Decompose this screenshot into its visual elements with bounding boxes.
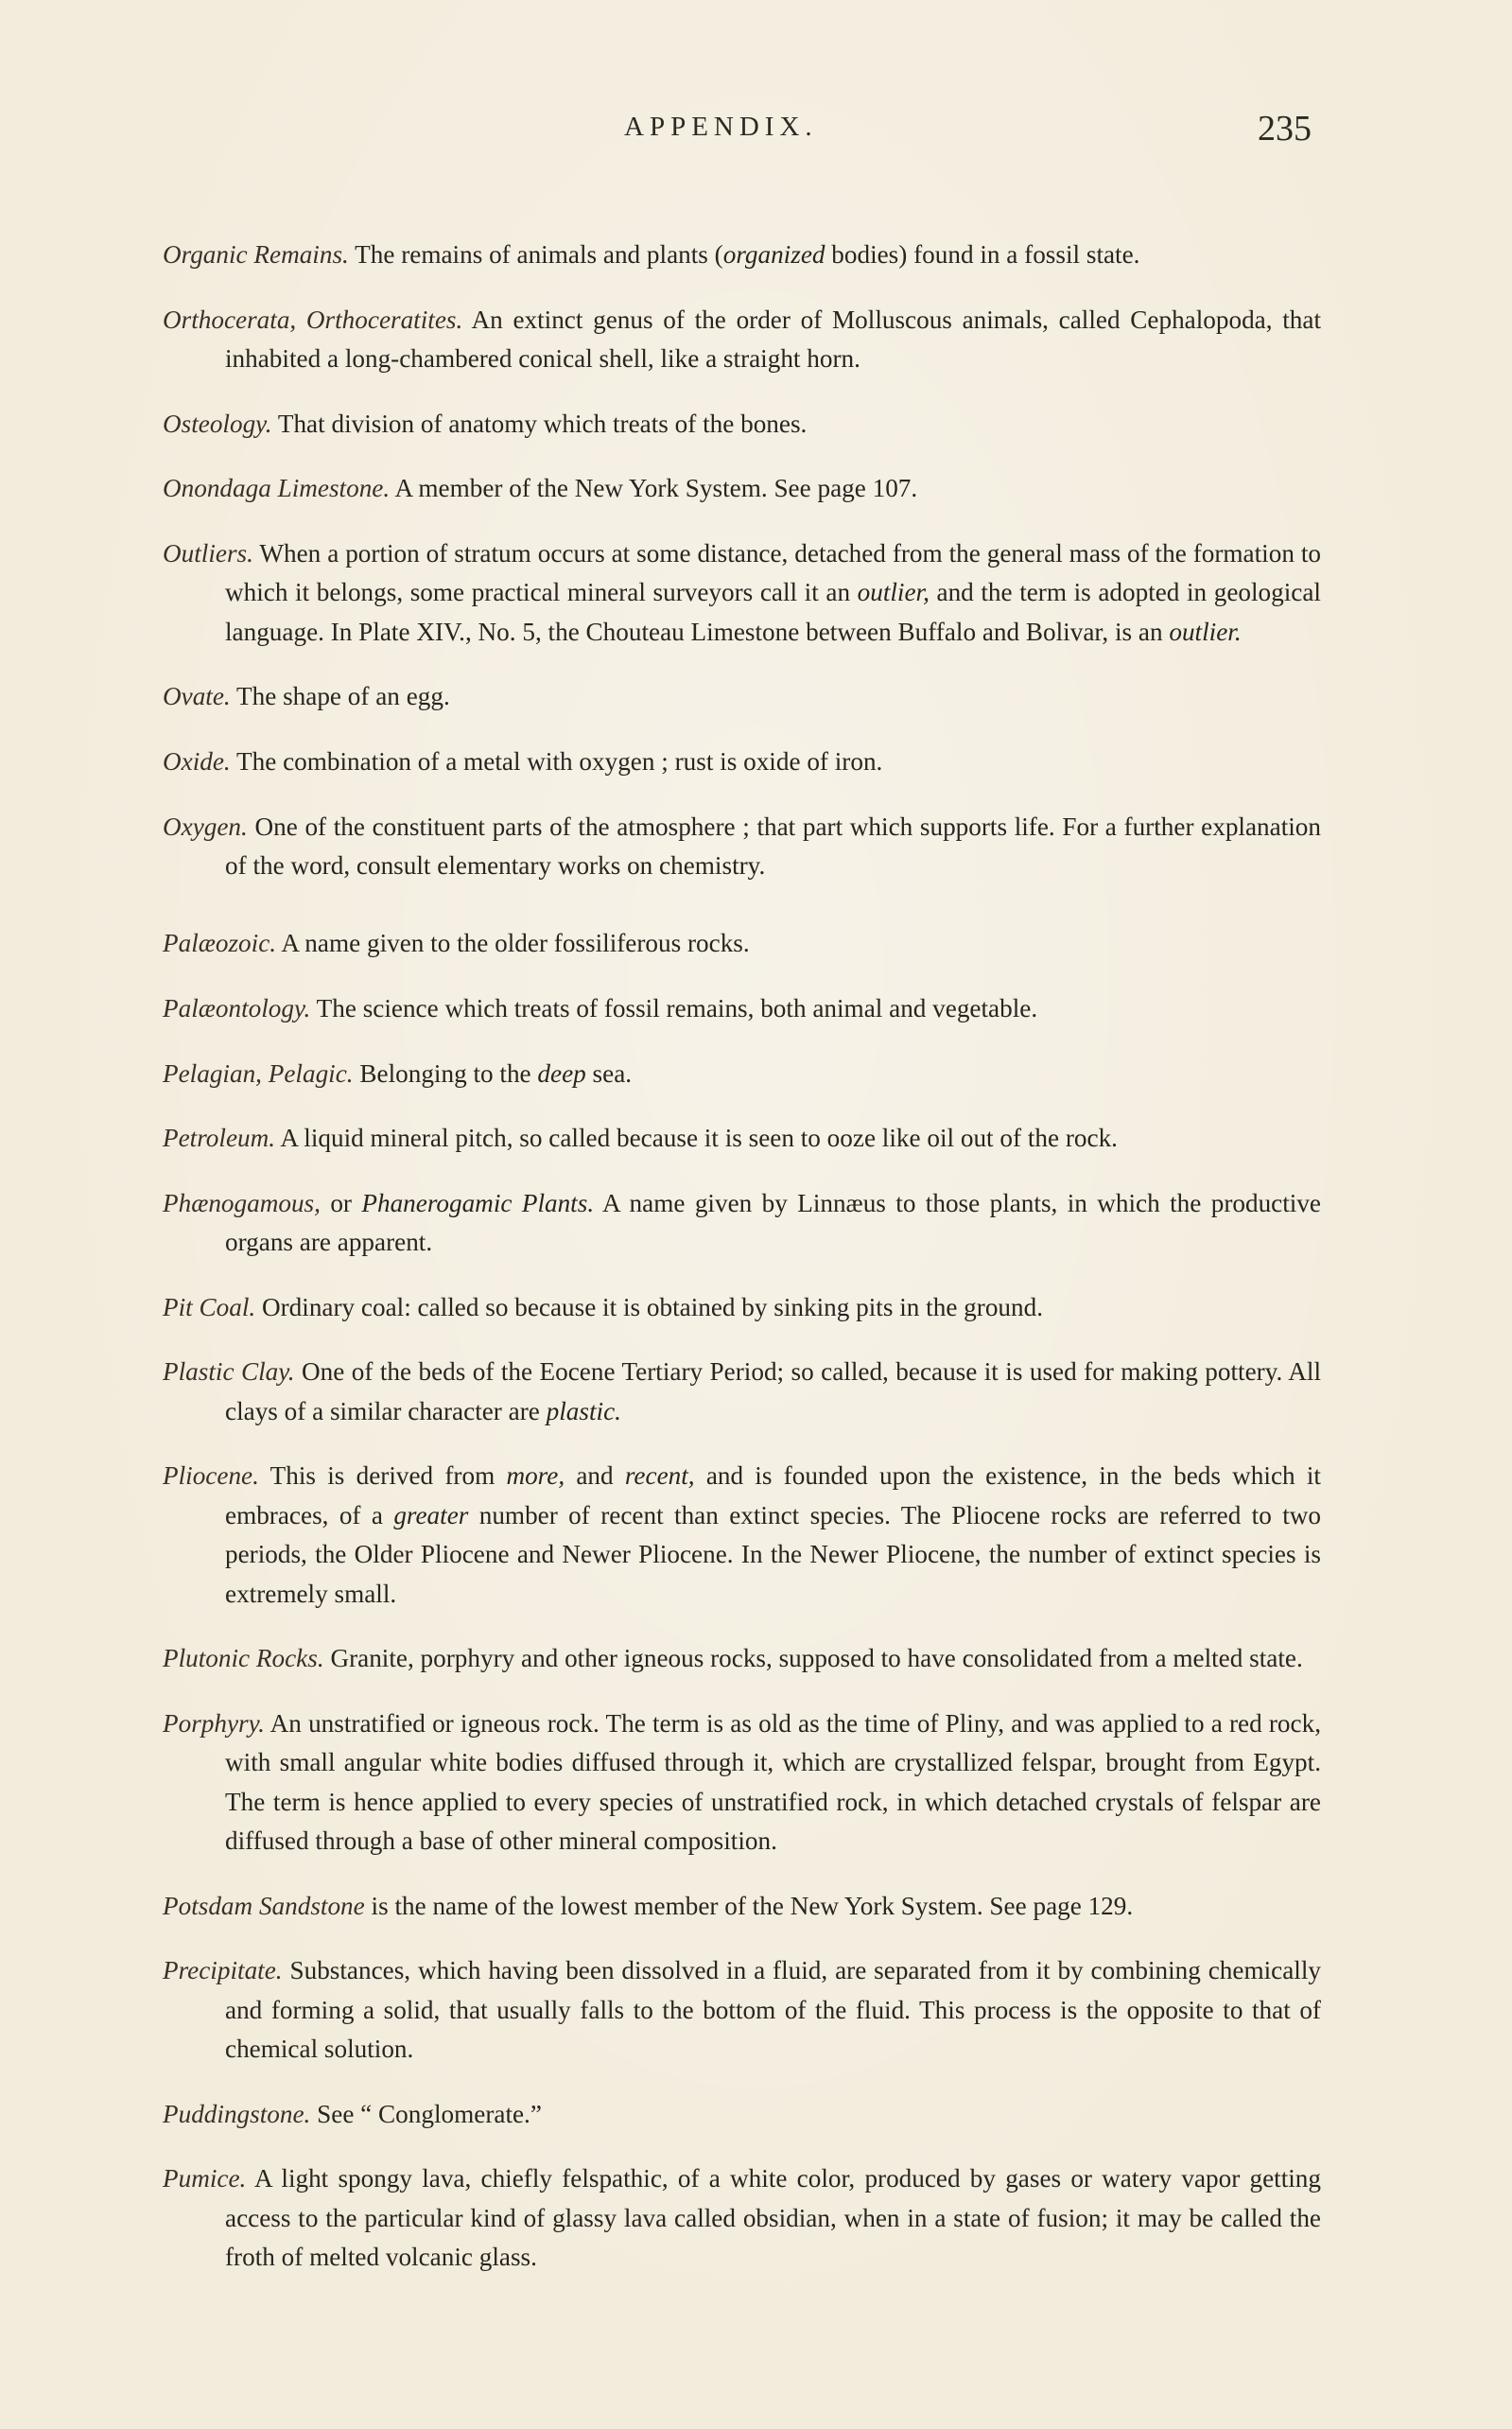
glossary-entry-oxide (163, 743, 1321, 781)
glossary-entry-pliocene (163, 1457, 1321, 1614)
definition-text: An unstratified or igneous rock. The term is as old as the time of Pliny, and was applied to a red rock, with small angular white bodies diffused through it, which are crystallized felspar, brought from Egypt. The term is hence applied to every species of unstratified rock, in which detached crystals of felspar are diffused through a base of other mineral composition. (225, 1708, 1321, 1855)
running-head: APPENDIX. (624, 112, 818, 142)
definition-text: A liquid mineral pitch, so called because it is seen to ooze like oil out of the rock. (275, 1124, 1118, 1153)
glossary-term: Pit Coal. (163, 1292, 256, 1321)
glossary-term: Potsdam Sandstone (163, 1891, 365, 1920)
page-number: 235 (1258, 109, 1312, 149)
definition-text: A light spongy lava, chiefly felspathic, of a white color, produced by gases or watery vapor getting access to the particular kind of glassy lava called obsidian, when in a state of fusion; it may be called the froth of melted volcanic glass. (225, 2164, 1321, 2271)
definition-text: Granite, porphyry and other igneous rocks, supposed to have consolidated from a melted state. (323, 1644, 1303, 1673)
glossary-entry-pumice (163, 2159, 1321, 2277)
glossary-entry-petroleum (163, 1119, 1321, 1158)
glossary-term: Oxygen. (163, 812, 248, 841)
definition-emphasis: more, (506, 1461, 565, 1491)
glossary-entry-puddingstone (163, 2095, 1321, 2134)
glossary-term: Plastic Clay. (163, 1357, 295, 1387)
glossary-term: Pumice. (163, 2164, 247, 2193)
glossary-term: Onondaga Limestone. (163, 474, 391, 503)
glossary-entry-phaenogamous (163, 1184, 1321, 1263)
definition-text: A name given to the older fossiliferous rocks. (276, 929, 750, 958)
glossary-term: Osteology. (163, 409, 272, 438)
definition-text: That division of anatomy which treats of the bones. (271, 409, 808, 438)
glossary-term: Pliocene. (163, 1461, 259, 1491)
definition-text: Belonging to the (353, 1058, 538, 1088)
glossary-term: Ovate. (163, 682, 231, 711)
definition-emphasis: recent, (624, 1461, 695, 1491)
glossary-entry-plutonic-rocks (163, 1639, 1321, 1678)
definition-text: This is derived from (258, 1461, 507, 1491)
glossary-term: Petroleum. (163, 1124, 276, 1153)
glossary-entry-palaeontology (163, 989, 1321, 1028)
glossary-entry-potsdam-sandstone (163, 1887, 1321, 1926)
glossary-entry-organic-remains (163, 236, 1321, 274)
definition-text: is the name of the lowest member of the New York System. See page 129. (364, 1891, 1134, 1920)
glossary-term: Pelagian, Pelagic. (163, 1058, 354, 1088)
glossary-term: Outliers. (163, 538, 253, 568)
glossary-entry-onondaga-limestone (163, 469, 1321, 508)
definition-emphasis: deep (537, 1058, 586, 1088)
definition-text: Ordinary coal: called so because it is obtained by sinking pits in the ground. (255, 1292, 1044, 1321)
definition-text: One of the constituent parts of the atmosphere ; that part which supports life. For a further explanation of the word, consult elementary works on chemistry. (225, 812, 1321, 880)
definition-text: The combination of a metal with oxygen ; rust is oxide of iron. (230, 746, 883, 776)
glossary-term: Precipitate. (163, 1956, 283, 1985)
glossary-group-o (163, 236, 1321, 885)
glossary-entry-oxygen (163, 808, 1321, 886)
definition-text: See “ Conglomerate.” (310, 2099, 542, 2128)
definition-text: or (320, 1188, 362, 1217)
definition-emphasis: outlier, (857, 578, 930, 607)
definition-text: One of the beds of the Eocene Tertiary Period; so called, because it is used for making pottery. All clays of a similar character are (225, 1357, 1321, 1425)
glossary-entry-pit-coal (163, 1288, 1321, 1327)
definition-text: An extinct genus of the order of Molluscous animals, called Cephalopoda, that inhabited a long-chambered conical shell, like a straight horn. (225, 305, 1322, 374)
definition-text: A member of the New York System. See page 107. (390, 474, 918, 503)
definition-text: The remains of animals and plants ( (348, 240, 723, 270)
definition-emphasis: outlier. (1169, 617, 1242, 646)
definition-emphasis: organized (722, 240, 826, 270)
glossary-entry-osteology (163, 405, 1321, 444)
glossary-term: Plutonic Rocks. (163, 1644, 324, 1673)
glossary-term: Phænogamous, (163, 1188, 321, 1217)
definition-text: number of recent than extinct species. The Pliocene rocks are referred to two periods, the Older Pliocene and Newer Pliocene. In the Newer Pliocene, the number of extinct species is extremely small. (225, 1500, 1322, 1608)
glossary-term: Puddingstone. (163, 2099, 311, 2128)
definition-emphasis: plastic. (546, 1396, 621, 1425)
glossary-term: Palæozoic. (163, 929, 277, 958)
definition-emphasis: greater (393, 1500, 469, 1529)
glossary-term: Oxide. (163, 746, 231, 776)
definition-text: The shape of an egg. (230, 682, 450, 711)
glossary-entry-ovate (163, 677, 1321, 716)
definition-text: bodies) found in a fossil state. (825, 240, 1140, 270)
glossary-entry-plastic-clay (163, 1353, 1321, 1431)
definition-text: and (565, 1461, 625, 1491)
glossary-term: Organic Remains. (163, 240, 349, 270)
definition-text: sea. (585, 1058, 633, 1088)
glossary-term: Porphyry. (163, 1708, 265, 1738)
definition-text: The science which treats of fossil remains, both animal and vegetable. (310, 993, 1038, 1022)
glossary (163, 210, 1321, 2303)
glossary-entry-precipitate (163, 1951, 1321, 2069)
glossary-entry-orthocerata (163, 301, 1321, 379)
definition-text: and the term is adopted in geological language. In Plate XIV., No. 5, the Chouteau Limestone between Buffalo and Bolivar, is an (225, 578, 1321, 646)
glossary-entry-porphyry (163, 1704, 1321, 1861)
glossary-term: Orthocerata, Orthoceratites. (163, 305, 463, 334)
page-header (0, 109, 1512, 159)
glossary-entry-outliers (163, 534, 1321, 652)
glossary-entry-pelagian (163, 1055, 1321, 1093)
definition-text: When a portion of stratum occurs at some distance, detached from the general mass of the formation to which it belongs, some practical mineral surveyors call it an (225, 538, 1321, 607)
definition-text: A name given by Linnæus to those plants, in which the productive organs are apparent. (225, 1188, 1321, 1257)
definition-emphasis: Phanerogamic Plants. (361, 1188, 595, 1217)
definition-text: and is founded upon the existence, in the beds which it embraces, of a (225, 1461, 1321, 1529)
definition-text: Substances, which having been dissolved in a fluid, are separated from it by combining chemically and forming a solid, that usually falls to the bottom of the fluid. This process is the opposite to that of chemical solution. (225, 1956, 1321, 2063)
glossary-term: Palæontology. (163, 993, 311, 1022)
glossary-entry-palaeozoic (163, 924, 1321, 963)
glossary-group-p (163, 924, 1321, 2277)
